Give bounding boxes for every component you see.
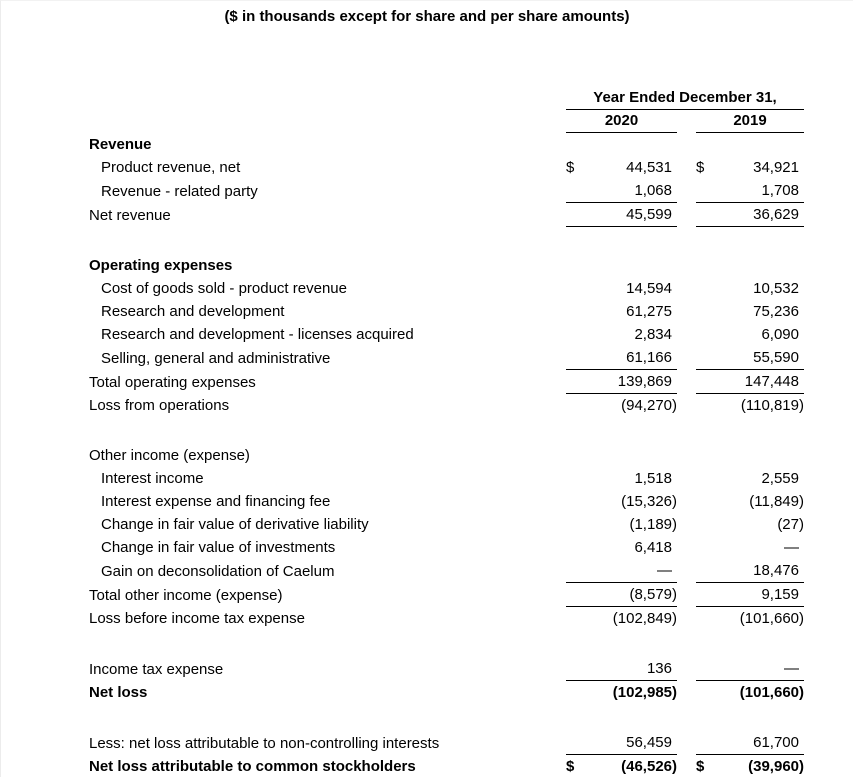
row-loss-from-operations — [89, 394, 804, 418]
row-label: Interest expense and financing fee — [101, 493, 331, 510]
column-header-2019: 2019 — [696, 110, 804, 133]
value-2020: 6,418 — [634, 539, 672, 556]
row-label: Selling, general and administrative — [101, 349, 331, 367]
row-revenue-related-party — [89, 179, 804, 203]
row-label: Net loss — [89, 684, 148, 701]
income-statement-table — [89, 87, 804, 777]
row-income-tax-expense — [89, 657, 804, 681]
value-2019: 34,921 — [753, 159, 799, 176]
value-2020: 45,599 — [626, 206, 672, 223]
period-header-row — [89, 87, 804, 110]
value-2020: 56,459 — [626, 734, 672, 751]
row-selling-general-administrative — [89, 346, 804, 370]
value-2019: 75,236 — [753, 303, 799, 320]
row-revenue-section — [89, 133, 804, 157]
section-spacer — [89, 704, 804, 731]
row-label: Research and development - licenses acquired — [101, 326, 414, 343]
row-interest-expense-financing-fee — [89, 490, 804, 513]
row-net-revenue — [89, 203, 804, 227]
row-product-revenue-net — [89, 156, 804, 179]
row-cost-of-goods-sold — [89, 277, 804, 300]
row-operating-expenses-section — [89, 254, 804, 277]
value-2019: (27) — [777, 516, 804, 533]
header-spacer-cell — [89, 87, 566, 110]
row-research-and-development — [89, 300, 804, 323]
value-2019: — — [784, 539, 799, 556]
value-2020: (15,326) — [621, 493, 677, 510]
row-change-fv-investments — [89, 536, 804, 559]
currency-symbol: $ — [566, 159, 575, 176]
year-header-row — [89, 110, 804, 133]
section-spacer — [89, 227, 804, 255]
row-label: Change in fair value of investments — [101, 539, 336, 556]
row-label: Total operating expenses — [89, 373, 256, 391]
row-interest-income — [89, 467, 804, 490]
value-2020: (94,270) — [621, 397, 677, 414]
currency-symbol: $ — [696, 758, 705, 775]
row-rd-licenses-acquired — [89, 323, 804, 346]
value-2019: — — [784, 660, 799, 677]
section-spacer — [89, 417, 804, 444]
row-label: Gain on deconsolidation of Caelum — [101, 562, 335, 580]
value-2020: 1,518 — [634, 470, 672, 487]
row-change-fv-derivative-liability — [89, 513, 804, 536]
value-2019: 147,448 — [744, 373, 799, 390]
value-2020: 1,068 — [634, 182, 672, 199]
value-2020: 139,869 — [617, 373, 672, 390]
row-label: Net revenue — [89, 206, 171, 224]
row-label: Loss before income tax expense — [89, 610, 305, 627]
row-other-income-section — [89, 444, 804, 467]
value-2020: (46,526) — [621, 758, 677, 775]
value-2019: 10,532 — [753, 280, 799, 297]
row-total-other-income — [89, 583, 804, 607]
value-2020: 61,166 — [626, 349, 672, 366]
row-label: Research and development — [101, 303, 285, 320]
value-2019: 9,159 — [761, 586, 799, 603]
value-2020: 61,275 — [626, 303, 672, 320]
row-label: Revenue — [89, 136, 152, 153]
header-spacer-cell — [89, 110, 566, 133]
column-gap — [677, 110, 696, 133]
row-label: Total other income (expense) — [89, 586, 283, 604]
row-total-operating-expenses — [89, 370, 804, 394]
row-label: Loss from operations — [89, 397, 230, 414]
row-label: Change in fair value of derivative liability — [101, 516, 369, 533]
row-label: Operating expenses — [89, 257, 233, 274]
row-less-noncontrolling-interests — [89, 731, 804, 755]
value-2019: 36,629 — [753, 206, 799, 223]
row-label: Other income (expense) — [89, 447, 250, 464]
value-2020: (1,189) — [629, 516, 677, 533]
row-label: Less: net loss attributable to non-controlling interests — [89, 734, 440, 752]
value-2020: (102,849) — [612, 610, 677, 627]
value-2019: (11,849) — [749, 493, 804, 510]
value-2019: 2,559 — [761, 470, 799, 487]
row-label: Interest income — [101, 470, 204, 487]
row-label: Income tax expense — [89, 660, 224, 678]
value-2019: 61,700 — [753, 734, 799, 751]
column-header-2020: 2020 — [566, 110, 677, 133]
row-label: Product revenue, net — [101, 159, 241, 176]
statement-scale-note: ($ in thousands except for share and per share amounts) — [224, 8, 630, 25]
value-2020: (102,985) — [612, 684, 677, 701]
value-2019: 18,476 — [753, 562, 799, 579]
row-gain-deconsolidation-caelum — [89, 559, 804, 583]
row-net-loss — [89, 681, 804, 705]
value-2020: 2,834 — [634, 326, 672, 343]
section-spacer — [89, 630, 804, 657]
value-2020: 136 — [646, 660, 672, 677]
value-2020: 14,594 — [626, 280, 672, 297]
value-2019: 6,090 — [761, 326, 799, 343]
row-net-loss-common-stockholders — [89, 755, 804, 777]
value-2019: (101,660) — [739, 684, 804, 701]
period-header: Year Ended December 31, — [566, 87, 804, 110]
value-2019: (110,819) — [740, 397, 804, 414]
row-label: Cost of goods sold - product revenue — [101, 280, 347, 297]
row-label: Revenue - related party — [101, 182, 258, 200]
currency-symbol: $ — [566, 758, 575, 775]
value-2020: 44,531 — [626, 159, 672, 176]
value-2019: 55,590 — [753, 349, 799, 366]
value-2019: (101,660) — [739, 610, 804, 627]
value-2019: (39,960) — [748, 758, 804, 775]
value-2020: — — [657, 562, 672, 579]
value-2020: (8,579) — [629, 586, 677, 603]
currency-symbol: $ — [696, 159, 705, 176]
row-loss-before-income-tax — [89, 607, 804, 631]
row-label: Net loss attributable to common stockholders — [89, 758, 416, 775]
value-2019: 1,708 — [761, 182, 799, 199]
